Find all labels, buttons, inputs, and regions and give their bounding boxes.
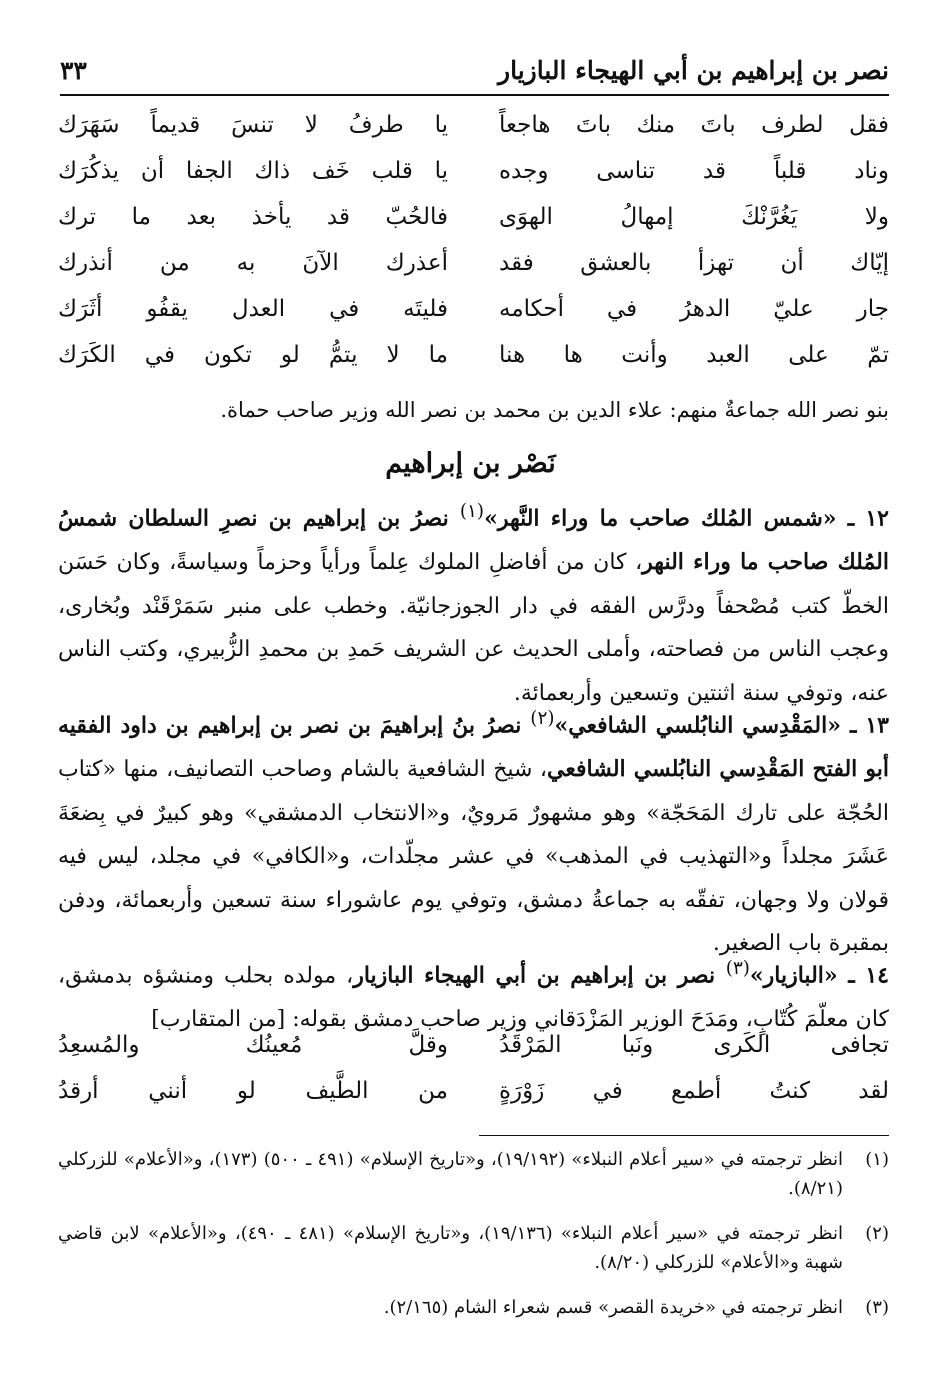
verse xyxy=(58,1032,889,1078)
footnotes xyxy=(58,1145,889,1338)
first-hemistich: لقد كنتُ أطمع في زَوْرَةٍ xyxy=(499,1078,889,1104)
verse xyxy=(58,112,889,158)
verse xyxy=(58,342,889,388)
footnote-text: انظر ترجمته في «سير أعلام النبلاء» (١٩/١٣٦)، و«تاريخ الإسلام» (٤٨١ ـ ٤٩٠)، و«الأعلام» لابن قاضي شهبة و«الأعلام» للزركلي (٨/٢٠). xyxy=(58,1223,843,1273)
page-number: ٣٣ xyxy=(60,56,87,85)
second-hemistich: أعذرك الآنَ به من أنذرك xyxy=(58,250,448,276)
second-hemistich: يا قلب خَف ذاك الجفا أن يذكُرَك xyxy=(58,158,448,184)
entry-heading: ١٢ ـ «شمس المُلك صاحب ما وراء النَّهر» xyxy=(484,505,889,532)
second-hemistich: يا طرفُ لا تنسَ قديماً سَهَرَك xyxy=(58,112,448,138)
footnote-text: انظر ترجمته في «خريدة القصر» قسم شعراء الشام (٢/١٦٥). xyxy=(383,1297,843,1318)
footnote-ref[interactable]: (١) xyxy=(459,501,485,522)
footnote-number: (٣) xyxy=(865,1297,889,1318)
entry-heading: ١٣ ـ «المَقْدِسي النابُلسي الشافعي» xyxy=(554,712,889,739)
footnote xyxy=(58,1293,889,1322)
first-hemistich: وناد قلباً قد تناسى وجده xyxy=(499,158,889,184)
footnote-number: (١) xyxy=(865,1149,889,1170)
poem-2 xyxy=(58,1032,889,1124)
footnote-divider xyxy=(479,1135,889,1136)
second-hemistich: ما لا يتمُّ لو تكون في الكَرَك xyxy=(58,342,448,368)
second-hemistich: وقلَّ مُعينُك والمُسعِدُ xyxy=(58,1032,448,1058)
second-hemistich: فليتَه في العدل يقفُو أثَرَك xyxy=(58,296,448,322)
entry-body: ، مولده بحلب ومنشؤه بدمشق، كان معلّمَ كُتّابٍ، ومَدَحَ الوزير المَزْدَقاني وزير صاحب دمشق بقوله: [من المتقارب] xyxy=(58,963,889,1032)
footnote xyxy=(58,1219,889,1277)
entry-name: نصرُ بنُ إبراهيمَ بن نصر بن إبراهيم بن داود الفقيه أبو الفتح المَقْدِسي النابُلسي الشافعي xyxy=(58,712,889,782)
entry-body: ، كان من أفاضلِ الملوك عِلماً ورأياً وحزماً وسياسةً، وكان حَسَن الخطّ كتب مُصْحفاً ودرَّس الفقه في دار الجوزجانيّة. وخطب على منبر سَمَرْقَنْد وبُخارى، وعجب الناس من فصاحته، وأملى الحديث عن الشريف حَمدِ بن محمدِ الزُّبيري، وكتب الناس عنه، وتوفي سنة اثنتين وتسعين وأربعمائة. xyxy=(58,549,889,706)
verse xyxy=(58,158,889,204)
entry-heading: ١٤ ـ «البازيار» xyxy=(749,962,889,989)
running-title: نصر بن إبراهيم بن أبي الهيجاء البازيار xyxy=(498,56,889,85)
verse xyxy=(58,296,889,342)
entry-body: ، شيخ الشافعية بالشام وصاحب التصانيف، منها «كتاب الحُجّة على تارك المَحَجّة» وهو مشهورٌ مَرويٌ، و«الانتخاب الدمشقي» وهو كبيرٌ في بِضعَةَ عَشَرَ مجلداً و«التهذيب في المذهب» في عشر مجلّدات، و«الكافي» في مجلد، ليس فيه قولان ولا وجهان، تفقّه به جماعةُ دمشق، وتوفي يوم عاشوراء سنة تسعين وأربعمائة، ودفن بمقبرة باب الصغير. xyxy=(58,756,889,957)
first-hemistich: إيّاك أن تهزأ بالعشق فقد xyxy=(499,250,889,276)
poem-1 xyxy=(58,112,889,388)
section-heading: نَصْر بن إبراهيم xyxy=(385,448,556,479)
page-header xyxy=(60,42,889,96)
verse xyxy=(58,204,889,250)
biography-entry-14 xyxy=(58,947,889,1042)
first-hemistich: تجافى الكَرى ونَبا المَرْقَدُ xyxy=(499,1032,889,1058)
biography-entry-12 xyxy=(58,490,889,715)
verse xyxy=(58,250,889,296)
footnote-ref[interactable]: (٢) xyxy=(530,708,555,729)
second-hemistich: من الطَّيف لو أنني أرقدُ xyxy=(58,1078,448,1104)
verse xyxy=(58,1078,889,1124)
second-hemistich: فالحُبّ قد يأخذ بعد ما ترك xyxy=(58,204,448,230)
first-hemistich: جار عليّ الدهرُ في أحكامه xyxy=(499,296,889,322)
footnote-ref[interactable]: (٣) xyxy=(725,958,750,979)
entry-name: نصر بن إبراهيم بن أبي الهيجاء البازيار xyxy=(353,962,726,989)
first-hemistich: فقل لطرف باتَ منك باتَ هاجعاً xyxy=(499,112,889,138)
footnote-number: (٢) xyxy=(865,1223,889,1244)
descendants-note: بنو نصر الله جماعةٌ منهم: علاء الدين بن محمد بن نصر الله وزير صاحب حماة. xyxy=(220,398,889,422)
footnote xyxy=(58,1145,889,1203)
first-hemistich: ولا يَغُرَّنْكَ إمهالُ الهوَى xyxy=(499,204,889,230)
footnote-text: انظر ترجمته في «سير أعلام النبلاء» (١٩/١٩٢)، و«تاريخ الإسلام» (٤٩١ ـ ٥٠٠) (١٧٣)، و«الأعلام» للزركلي (٨/٢١). xyxy=(58,1149,843,1199)
first-hemistich: تمّ على العبد وأنت ها هنا xyxy=(499,342,889,368)
entry-name: نصرُ بن إبراهيم بن نصرِ السلطان شمسُ المُلك صاحب ما وراء النهر xyxy=(58,505,889,575)
biography-entry-13 xyxy=(58,697,889,966)
